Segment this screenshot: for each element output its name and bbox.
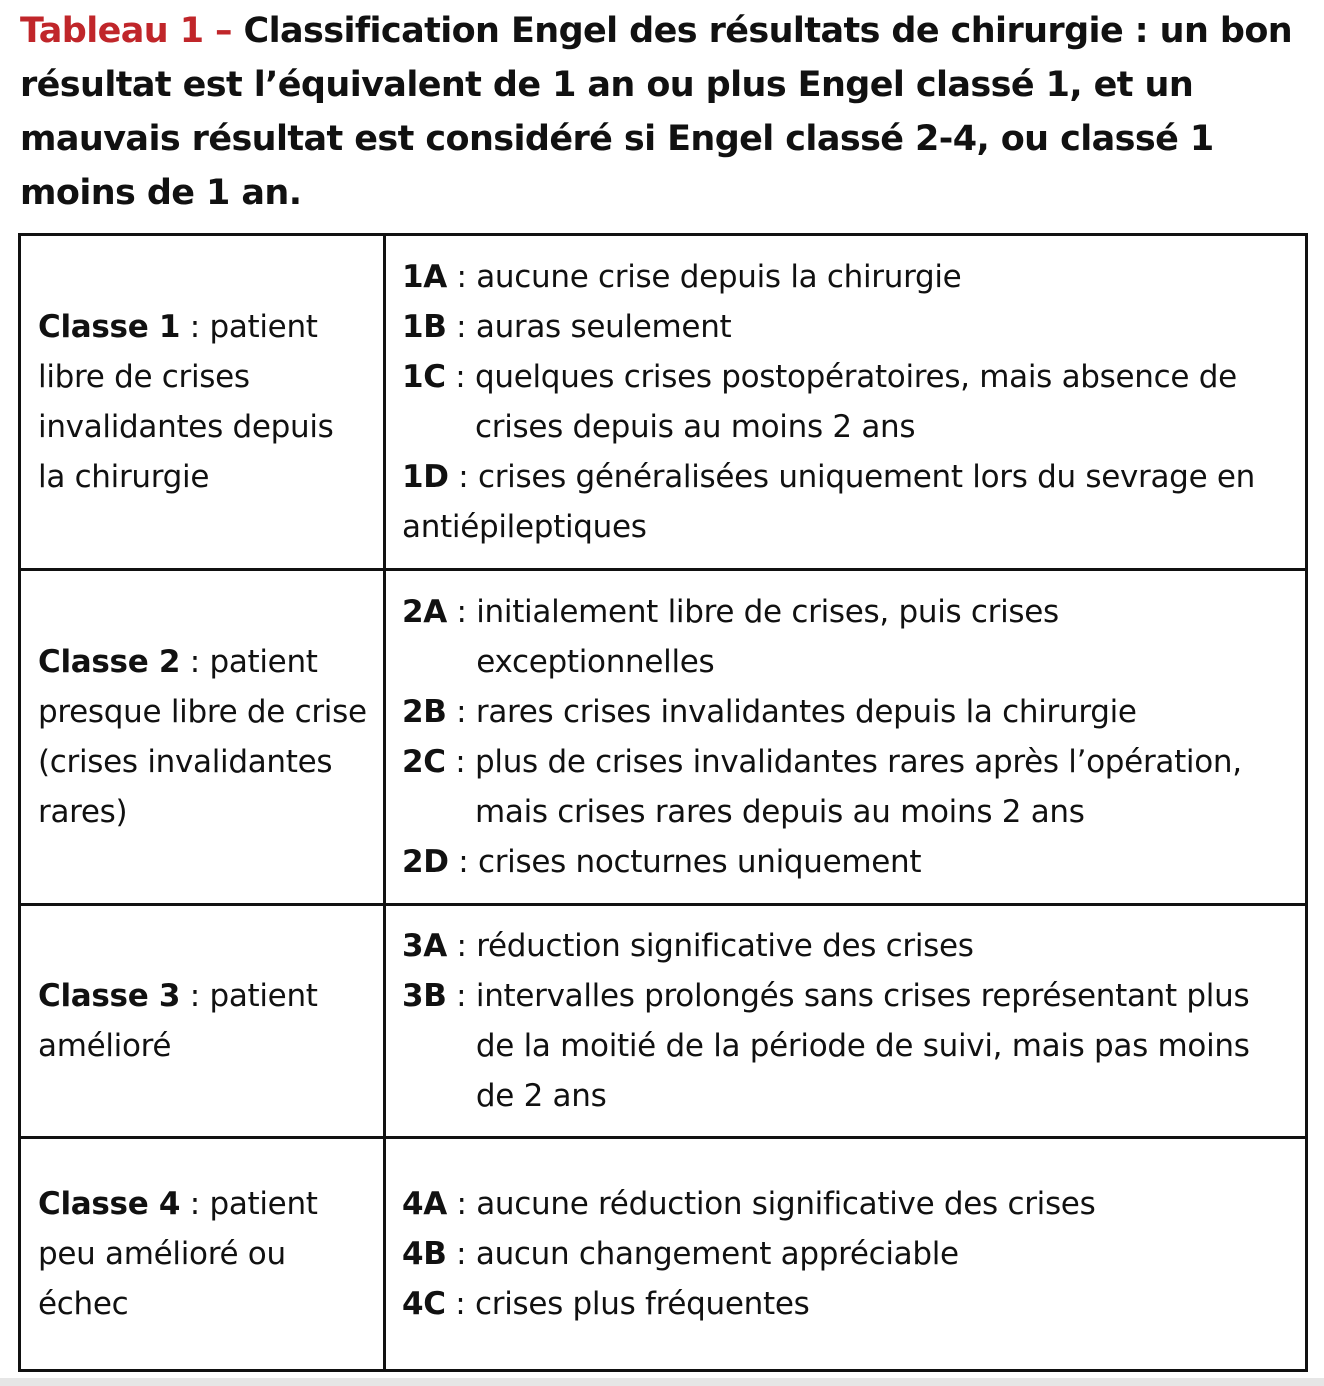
subclass-text: quelques crises postopératoires, mais absence de crises depuis au moins 2 ans [475,359,1237,445]
subclass-text: aucune crise depuis la chirurgie [476,259,962,295]
subclass-code: 2C [402,744,446,780]
class-name-3: Classe 3 [38,978,181,1014]
caption-prefix: Tableau 1 – [20,11,232,51]
table-row-classe-3 [20,905,1307,1138]
class-desc-4: : patient peu amélioré ou échec [38,1186,318,1322]
subclass-text: rares crises invalidantes depuis la chirurgie [475,694,1137,730]
subclass-sep: : [446,978,476,1014]
subclass-text: auras seulement [475,309,732,345]
subclass-text: crises plus fréquentes [475,1286,810,1322]
subclass-code: 4C [402,1286,446,1322]
subclass-1a [402,252,1293,302]
subclass-2c [402,737,1293,837]
class-name-1: Classe 1 [38,309,181,345]
subclass-sep: : [446,259,477,295]
subclass-text: crises nocturnes uniquement [477,844,922,880]
bottom-divider [0,1378,1324,1386]
subclass-code: 1A [402,259,447,295]
subclass-code: 1B [402,309,447,345]
subclass-3a [402,921,1293,971]
desc-cell-1 [385,235,1307,570]
subclass-sep: : [448,459,478,495]
subclass-sep: : [445,359,475,395]
subclass-sep: : [448,844,478,880]
table-row-classe-2 [20,570,1307,905]
class-desc-2: : patient presque libre de crise (crises invalidantes rares) [38,644,367,830]
class-cell-2 [20,570,385,905]
subclass-text: réduction significative des crises [476,928,974,964]
subclass-text: crises généralisées uniquement lors du sevrage en antiépileptiques [402,459,1256,545]
subclass-4a [402,1179,1293,1229]
subclass-code: 2A [402,594,447,630]
class-cell-1 [20,235,385,570]
subclass-code: 1D [402,459,449,495]
engel-classification-table [18,233,1308,1372]
class-cell-4 [20,1138,385,1371]
class-name-2: Classe 2 [38,644,181,680]
subclass-code: 3A [402,928,447,964]
caption-text: Classification Engel des résultats de chirurgie : un bon résultat est l’équivalent de 1 an ou plus Engel classé 1, et un mauvais résultat est considéré si Engel classé 2-4, ou classé 1 moins de 1 an. [20,11,1293,213]
subclass-sep: : [446,594,477,630]
subclass-1d [402,452,1293,552]
class-cell-3 [20,905,385,1138]
desc-cell-2 [385,570,1307,905]
class-desc-1: : patient libre de crises invalidantes depuis la chirurgie [38,309,334,495]
subclass-text: plus de crises invalidantes rares après l’opération, mais crises rares depuis au moins 2 ans [475,744,1242,830]
subclass-text: aucun changement appréciable [475,1236,959,1272]
class-name-4: Classe 4 [38,1186,181,1222]
subclass-text: intervalles prolongés sans crises représentant plus de la moitié de la période de suivi, mais pas moins de 2 ans [475,978,1250,1114]
subclass-2a [402,587,1293,687]
table-row-classe-4 [20,1138,1307,1371]
table-row-classe-1 [20,235,1307,570]
subclass-4b [402,1229,1293,1279]
subclass-text: aucune réduction significative des crises [476,1186,1096,1222]
subclass-sep: : [446,694,476,730]
desc-cell-3 [385,905,1307,1138]
subclass-sep: : [446,309,476,345]
subclass-code: 2D [402,844,449,880]
subclass-sep: : [446,1236,476,1272]
subclass-sep: : [445,1286,475,1322]
subclass-2d [402,837,1293,887]
subclass-code: 2B [402,694,447,730]
subclass-sep: : [445,744,475,780]
subclass-code: 4A [402,1186,447,1222]
subclass-1b [402,302,1293,352]
subclass-sep: : [446,1186,477,1222]
subclass-code: 3B [402,978,447,1014]
table-caption [20,4,1310,220]
subclass-code: 4B [402,1236,447,1272]
subclass-3b [402,971,1293,1121]
desc-cell-4 [385,1138,1307,1371]
subclass-text: initialement libre de crises, puis crises exceptionnelles [476,594,1059,680]
subclass-2b [402,687,1293,737]
class-desc-3: : patient amélioré [38,978,318,1064]
subclass-1c [402,352,1293,452]
subclass-sep: : [446,928,477,964]
subclass-code: 1C [402,359,446,395]
subclass-4c [402,1279,1293,1329]
